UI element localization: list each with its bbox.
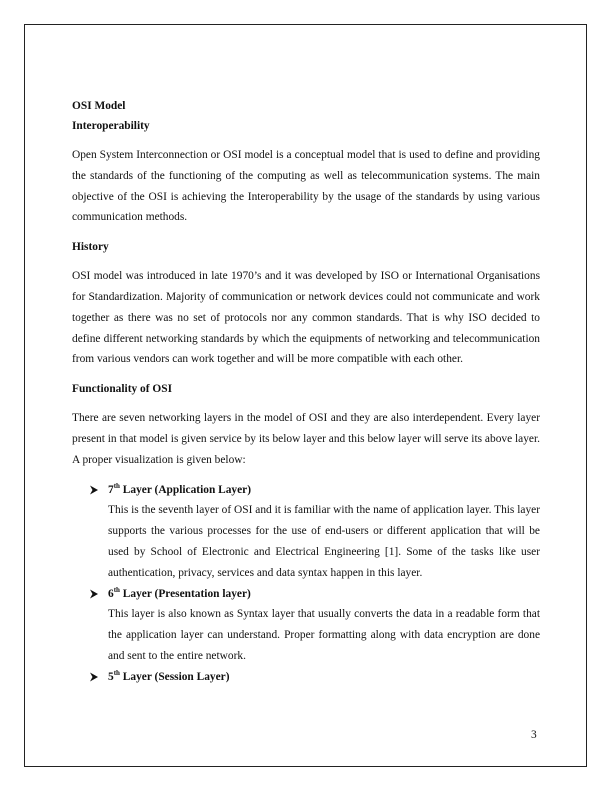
layer-name: Layer (Presentation layer) — [119, 587, 251, 600]
section-heading-interoperability: Interoperability — [72, 120, 150, 132]
arrow-bullet-icon — [89, 485, 99, 495]
functionality-paragraph: There are seven networking layers in the model of OSI and they are also interdependent. Every layer present in that model is given service by its below layer and this below layer will serve its above layer. A proper visualization is given below: — [72, 412, 540, 466]
document-body — [72, 96, 540, 688]
layer-6-description: This layer is also known as Syntax layer that usually converts the data in a readable form that the application layer can understand. Proper formatting along with data encryption are done and sent to the entire network. — [108, 608, 540, 662]
layer-5-title — [108, 667, 540, 688]
layer-number: 5 — [108, 670, 114, 683]
section-heading-history: History — [72, 241, 109, 254]
arrow-bullet-icon — [89, 672, 99, 682]
layer-5-item — [72, 667, 540, 688]
ordinal-suffix: th — [113, 585, 120, 594]
history-paragraph: OSI model was introduced in late 1970’s and it was developed by ISO or International Organisations for Standardization. Majority of communication or network devices could not communicate and work together as there was no set of protocols nor any common standards. That is why ISO decided to define different networking standards by which the equipments of networking and telecommunication from various vendors can work together and will be more compatible with each other. — [72, 270, 540, 366]
layer-name: Layer (Application Layer) — [119, 483, 252, 496]
ordinal-suffix: th — [113, 668, 120, 677]
layer-7-description: This is the seventh layer of OSI and it is familiar with the name of application layer. This layer supports the various processes for the use of end-users or different application that will be used by School of Electronic and Electrical Engineering [1]. Some of the tasks like user authentication, privacy, services and data syntax happen in this layer. — [108, 504, 540, 579]
layer-number: 7 — [108, 483, 114, 496]
layer-number: 6 — [108, 587, 114, 600]
layer-6-item — [72, 584, 540, 667]
layer-name: Layer (Session Layer) — [119, 670, 230, 683]
page-number: 3 — [531, 729, 537, 741]
arrow-bullet-icon — [89, 589, 99, 599]
intro-paragraph: Open System Interconnection or OSI model is a conceptual model that is used to define and providing the standards of the functioning of the computing as well as telecommunication systems. The main objective of the OSI is achieving the Interoperability by the usage of the standards by using various communication methods. — [72, 149, 540, 224]
ordinal-suffix: th — [113, 481, 120, 490]
layer-7-title — [108, 480, 540, 501]
document-title: OSI Model — [72, 100, 126, 112]
layer-7-item — [72, 480, 540, 584]
layer-6-title — [108, 584, 540, 605]
section-heading-functionality: Functionality of OSI — [72, 383, 172, 396]
